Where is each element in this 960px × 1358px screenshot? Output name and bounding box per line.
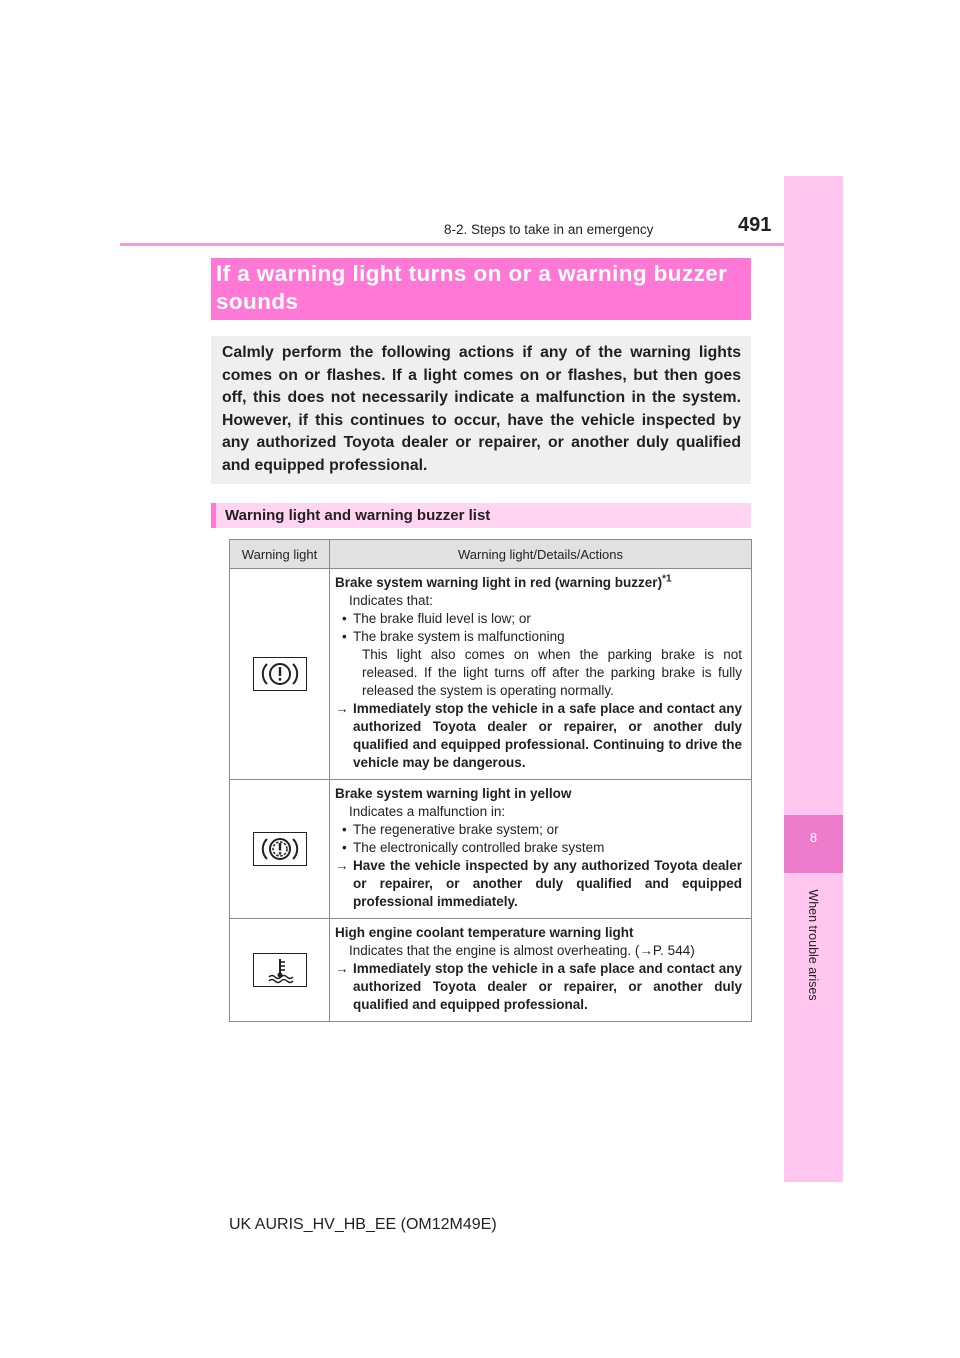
footer-code: UK AURIS_HV_HB_EE (OM12M49E) xyxy=(229,1216,497,1233)
details-cell xyxy=(330,919,752,1022)
chapter-number: 8 xyxy=(809,830,818,845)
header-rule xyxy=(120,243,784,246)
warning-light-table xyxy=(229,539,752,1022)
intro-box xyxy=(211,336,751,484)
page-number: 491 xyxy=(738,214,772,236)
column-header-details: Warning light/Details/Actions xyxy=(330,540,752,569)
row-title: Brake system warning light in yellow xyxy=(335,786,572,801)
details-cell xyxy=(330,569,752,780)
brake-warning-yellow-icon xyxy=(253,832,307,866)
row-title: Brake system warning light in red (warning buzzer)$^{*1}$ xyxy=(335,573,672,590)
row-intro: Indicates a malfunction in: xyxy=(349,804,506,819)
table-row xyxy=(230,780,752,919)
icon-cell xyxy=(230,919,330,1022)
running-head: 8-2. Steps to take in an emergency xyxy=(444,222,654,237)
row-intro: Indicates that the engine is almost overheating. (→P. 544) xyxy=(349,943,695,958)
details-cell xyxy=(330,780,752,919)
chapter-title: When trouble arises xyxy=(806,889,820,1001)
table-header-row xyxy=(230,540,752,569)
row-action: → Immediately stop the vehicle in a safe place and contact any authorized Toyota dealer or repairer, or another duly qualified and equipped professional. Continuing to drive the vehicle may be dangerous. xyxy=(335,700,742,772)
list-item: • The brake fluid level is low; or xyxy=(335,610,742,628)
list-item: • The regenerative brake system; or xyxy=(335,821,742,839)
subheading-title: Warning light and warning buzzer list xyxy=(225,507,491,524)
chapter-side-tab xyxy=(784,176,843,1182)
icon-cell xyxy=(230,780,330,919)
row-action: → Have the vehicle inspected by any authorized Toyota dealer or repairer, or another duly qualified and equipped professional immediately. xyxy=(335,857,742,911)
row-title: High engine coolant temperature warning light xyxy=(335,925,634,940)
row-note: This light also comes on when the parking brake is not released. If the light turns off after the parking brake is fully released the system is operating normally. xyxy=(362,647,742,698)
row-intro: Indicates that: xyxy=(349,593,434,608)
section-heading xyxy=(211,258,751,320)
column-header-warning-light: Warning light xyxy=(230,540,330,569)
table-row xyxy=(230,919,752,1022)
section-title: If a warning light turns on or a warning buzzer sounds xyxy=(216,261,728,314)
table-row xyxy=(230,569,752,780)
list-item: • The electronically controlled brake system xyxy=(335,839,742,857)
list-item: • The brake system is malfunctioning xyxy=(335,628,742,646)
subheading xyxy=(211,503,751,528)
coolant-temperature-icon xyxy=(253,953,307,987)
row-action: → Immediately stop the vehicle in a safe place and contact any authorized Toyota dealer or repairer, or another duly qualified and equipped professional. xyxy=(335,960,742,1014)
brake-warning-red-icon xyxy=(253,657,307,691)
icon-cell xyxy=(230,569,330,780)
intro-text: Calmly perform the following actions if any of the warning lights comes on or flashes. If a light comes on or flashes, but then goes off, this does not necessarily indicate a malfunction in the system. However, if this continues to occur, have the vehicle inspected by any authorized Toyota dealer or repairer, or another duly qualified and equipped professional. xyxy=(222,344,741,474)
